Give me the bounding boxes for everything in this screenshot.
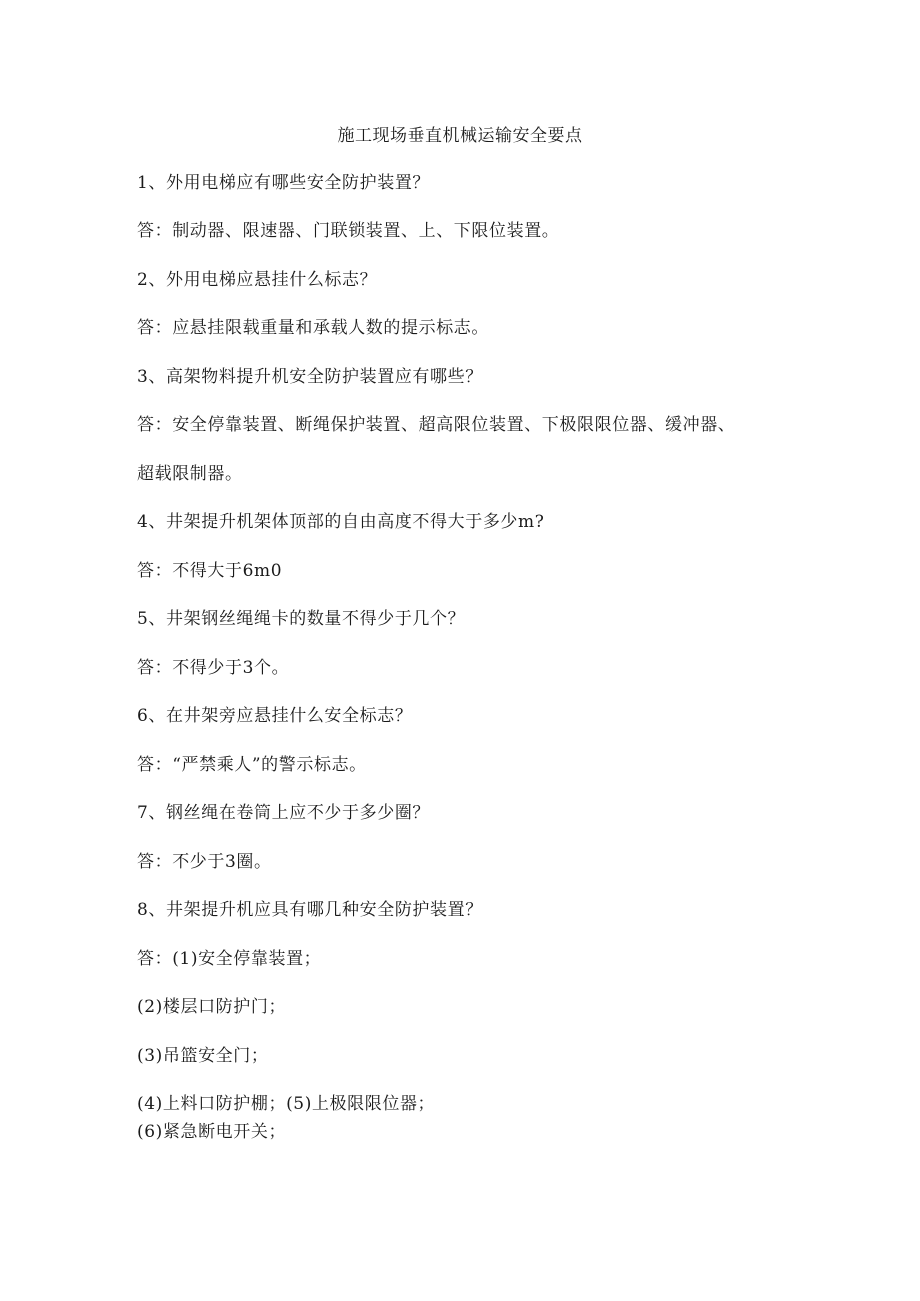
answer-6: 答：“严禁乘人”的警示标志。 <box>137 755 367 775</box>
answer-3-line-1: 答：安全停靠装置、断绳保护装置、超高限位装置、下极限限位器、缓冲器、 <box>137 415 736 435</box>
answer-3-line-2: 超载限制器。 <box>137 464 243 484</box>
answer-8-item-2: (2)楼层口防护门； <box>137 997 287 1017</box>
question-2: 2、外用电梯应悬挂什么标志？ <box>137 270 378 290</box>
question-5: 5、井架钢丝绳绳卡的数量不得少于几个？ <box>137 609 466 629</box>
answer-7: 答：不少于3圈。 <box>137 852 272 872</box>
answer-5: 答：不得少于3个。 <box>137 658 290 678</box>
question-1: 1、外用电梯应有哪些安全防护装置？ <box>137 173 431 193</box>
answer-8-item-3: (3)吊篮安全门； <box>137 1046 269 1066</box>
answer-8-item-6: (6)紧急断电开关； <box>137 1122 287 1142</box>
answer-8-item-4-5: (4)上料口防护棚；(5)上极限限位器； <box>137 1094 436 1114</box>
question-4: 4、井架提升机架体顶部的自由高度不得大于多少m? <box>137 512 545 532</box>
question-3: 3、高架物料提升机安全防护装置应有哪些？ <box>137 367 483 387</box>
question-7: 7、钢丝绳在卷筒上应不少于多少圈？ <box>137 803 431 823</box>
answer-8-item-1: 答：(1)安全停靠装置； <box>137 949 322 969</box>
document-title: 施工现场垂直机械运输安全要点 <box>337 126 583 146</box>
answer-4: 答：不得大于6m0 <box>137 561 283 581</box>
question-8: 8、井架提升机应具有哪几种安全防护装置？ <box>137 900 483 920</box>
answer-1: 答：制动器、限速器、门联锁装置、上、下限位装置。 <box>137 221 560 241</box>
question-6: 6、在井架旁应悬挂什么安全标志？ <box>137 706 413 726</box>
answer-2: 答：应悬挂限载重量和承载人数的提示标志。 <box>137 318 489 338</box>
